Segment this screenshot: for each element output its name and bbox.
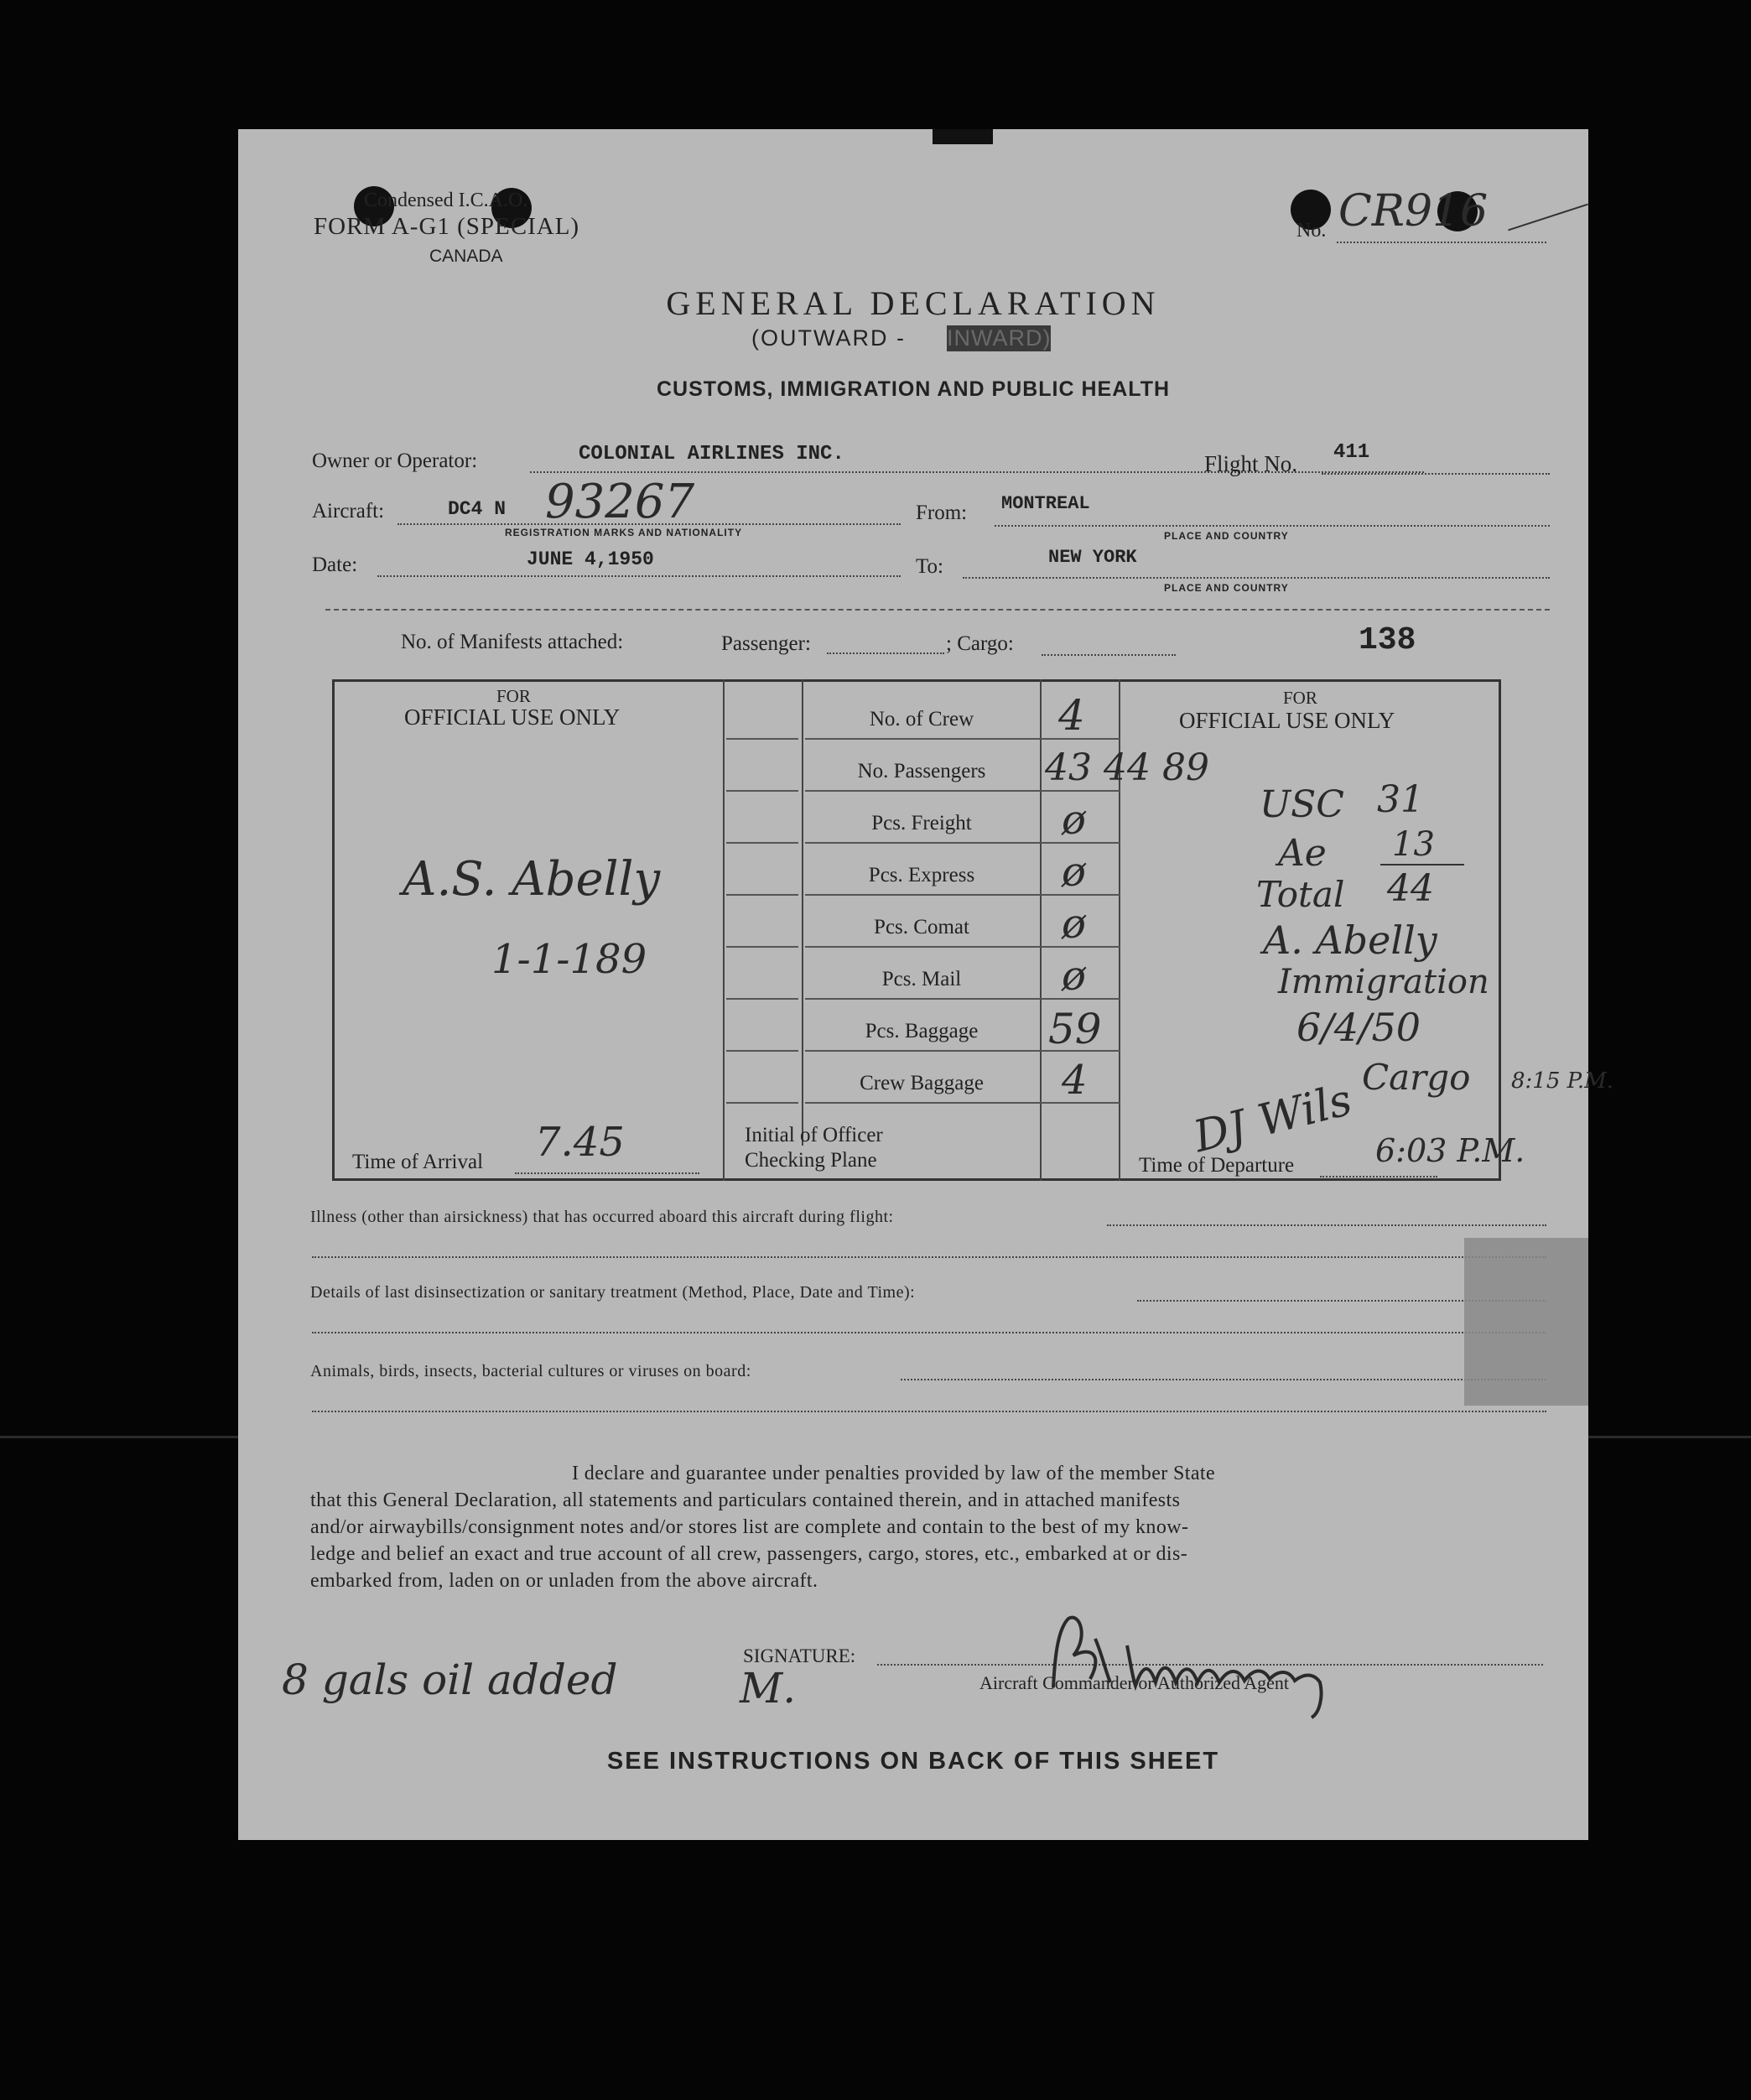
condensed-icao: Condensed I.C.A.O. bbox=[364, 190, 528, 211]
left-for-label: FOR bbox=[496, 686, 531, 706]
right-note-usc-label: USC bbox=[1260, 783, 1344, 826]
handwritten-initial: M. bbox=[740, 1664, 797, 1713]
left-official-handwritten-name: A.S. Abelly bbox=[403, 852, 661, 907]
right-note-ae-label: Ae bbox=[1278, 832, 1327, 875]
clip-mark bbox=[933, 129, 993, 144]
row-label-comat: Pcs. Comat bbox=[874, 916, 969, 938]
left-official-handwritten-code: 1-1-189 bbox=[491, 936, 647, 983]
departure-label: Time of Departure bbox=[1139, 1154, 1295, 1177]
right-note-usc-value: 31 bbox=[1377, 778, 1424, 821]
declaration-line-3: and/or airwaybills/consignment notes and/or stores list are complete and contain to the best of my know- bbox=[310, 1516, 1189, 1538]
row-value-crew-baggage: 4 bbox=[1062, 1057, 1088, 1104]
row-label-crew: No. of Crew bbox=[869, 708, 974, 730]
tape-mark bbox=[1464, 1238, 1588, 1406]
manifests-label: No. of Manifests attached: bbox=[401, 631, 624, 653]
from-value: MONTREAL bbox=[1001, 493, 1090, 514]
instructions-footer: SEE INSTRUCTIONS ON BACK OF THIS SHEET bbox=[606, 1748, 1220, 1775]
declaration-line-4: ledge and belief an exact and true account of all crew, passengers, cargo, stores, etc., embarked at or dis- bbox=[310, 1543, 1188, 1565]
date-label: Date: bbox=[312, 554, 358, 576]
row-label-passengers: No. Passengers bbox=[857, 760, 986, 782]
row-value-passengers: 43 44 89 bbox=[1045, 746, 1209, 789]
signature-label: SIGNATURE: bbox=[743, 1645, 856, 1666]
form-number-value: CR916 bbox=[1338, 186, 1489, 237]
row-value-express: ø bbox=[1062, 849, 1086, 896]
right-for-label: FOR bbox=[1283, 688, 1317, 708]
departure-value: 6:03 P.M. bbox=[1375, 1132, 1525, 1169]
officer-initial-label-2: Checking Plane bbox=[745, 1149, 877, 1172]
arrival-label: Time of Arrival bbox=[352, 1151, 484, 1173]
aircraft-type: DC4 N bbox=[448, 498, 507, 520]
signature-caption: Aircraft Commander or Authorized Agent bbox=[979, 1672, 1290, 1693]
right-note-total-label: Total bbox=[1256, 874, 1345, 915]
row-label-express: Pcs. Express bbox=[868, 864, 975, 886]
disinsectization-label: Details of last disinsectization or sanitary treatment (Method, Place, Date and Time): bbox=[310, 1283, 916, 1302]
row-label-freight: Pcs. Freight bbox=[871, 812, 972, 834]
passenger-manifest-label: Passenger: bbox=[721, 632, 811, 655]
right-note-cargo: Cargo bbox=[1362, 1057, 1471, 1098]
place-caption-to: PLACE AND COUNTRY bbox=[1164, 582, 1289, 594]
to-label: To: bbox=[916, 555, 943, 578]
officer-initial-label-1: Initial of Officer bbox=[745, 1124, 883, 1146]
handwritten-oil-note: 8 gals oil added bbox=[282, 1656, 618, 1704]
main-title: GENERAL DECLARATION bbox=[666, 284, 1161, 322]
registration-caption: REGISTRATION MARKS AND NATIONALITY bbox=[505, 527, 743, 538]
row-value-crew: 4 bbox=[1058, 691, 1085, 740]
department-title: CUSTOMS, IMMIGRATION AND PUBLIC HEALTH bbox=[656, 377, 1171, 401]
date-value: JUNE 4,1950 bbox=[527, 548, 654, 570]
declaration-sheet bbox=[238, 129, 1614, 1840]
subtitle-struck-inward: INWARD) bbox=[947, 325, 1052, 351]
declaration-line-1: I declare and guarantee under penalties provided by law of the member State bbox=[572, 1463, 1216, 1484]
flight-value: 411 bbox=[1333, 441, 1370, 464]
left-official-use-label: OFFICIAL USE ONLY bbox=[404, 704, 621, 730]
illness-label: Illness (other than airsickness) that has occurred aboard this aircraft during flight: bbox=[310, 1208, 894, 1226]
aircraft-registration: 93267 bbox=[545, 475, 695, 529]
right-note-officer-name: A. Abelly bbox=[1263, 917, 1437, 963]
form-country: CANADA bbox=[429, 247, 503, 266]
to-value: NEW YORK bbox=[1048, 547, 1137, 568]
row-label-mail: Pcs. Mail bbox=[881, 968, 962, 990]
pen-stroke bbox=[1508, 204, 1588, 231]
right-official-use-label: OFFICIAL USE ONLY bbox=[1179, 708, 1395, 733]
form-number-label: No. bbox=[1296, 220, 1327, 242]
form-id: FORM A-G1 (SPECIAL) bbox=[314, 213, 580, 240]
row-value-baggage: 59 bbox=[1048, 1005, 1102, 1053]
right-note-total-value: 44 bbox=[1387, 867, 1434, 910]
cargo-manifest-value: 138 bbox=[1359, 622, 1416, 658]
right-note-immigration: Immigration bbox=[1278, 963, 1489, 1001]
row-value-freight: ø bbox=[1062, 797, 1086, 844]
right-note-time: 8:15 P.M. bbox=[1511, 1068, 1614, 1094]
row-label-baggage: Pcs. Baggage bbox=[865, 1020, 979, 1042]
subtitle-outward: (OUTWARD - bbox=[751, 325, 906, 351]
from-label: From: bbox=[916, 502, 968, 524]
declaration-line-2: that this General Declaration, all statements and particulars contained therein, and in attached manifests bbox=[310, 1489, 1181, 1511]
right-note-date: 6/4/50 bbox=[1296, 1005, 1421, 1050]
right-note-ae-value: 13 bbox=[1392, 825, 1435, 864]
row-value-comat: ø bbox=[1062, 901, 1086, 948]
aircraft-label: Aircraft: bbox=[312, 500, 385, 522]
arrival-value: 7.45 bbox=[535, 1119, 625, 1166]
place-caption-from: PLACE AND COUNTRY bbox=[1164, 530, 1289, 542]
commander-signature-drawing bbox=[1043, 1595, 1370, 1721]
row-label-crew-baggage: Crew Baggage bbox=[860, 1072, 984, 1094]
animals-label: Animals, birds, insects, bacterial cultures or viruses on board: bbox=[310, 1362, 751, 1380]
cargo-manifest-label: ; Cargo: bbox=[946, 632, 1014, 655]
right-note-initials: DJ Wils bbox=[1188, 1074, 1357, 1163]
row-value-mail: ø bbox=[1062, 953, 1086, 1000]
declaration-line-5: embarked from, laden on or unladen from the above aircraft. bbox=[310, 1570, 818, 1592]
owner-value: COLONIAL AIRLINES INC. bbox=[579, 443, 844, 465]
owner-label: Owner or Operator: bbox=[312, 450, 478, 472]
flight-label: Flight No. bbox=[1204, 451, 1298, 476]
